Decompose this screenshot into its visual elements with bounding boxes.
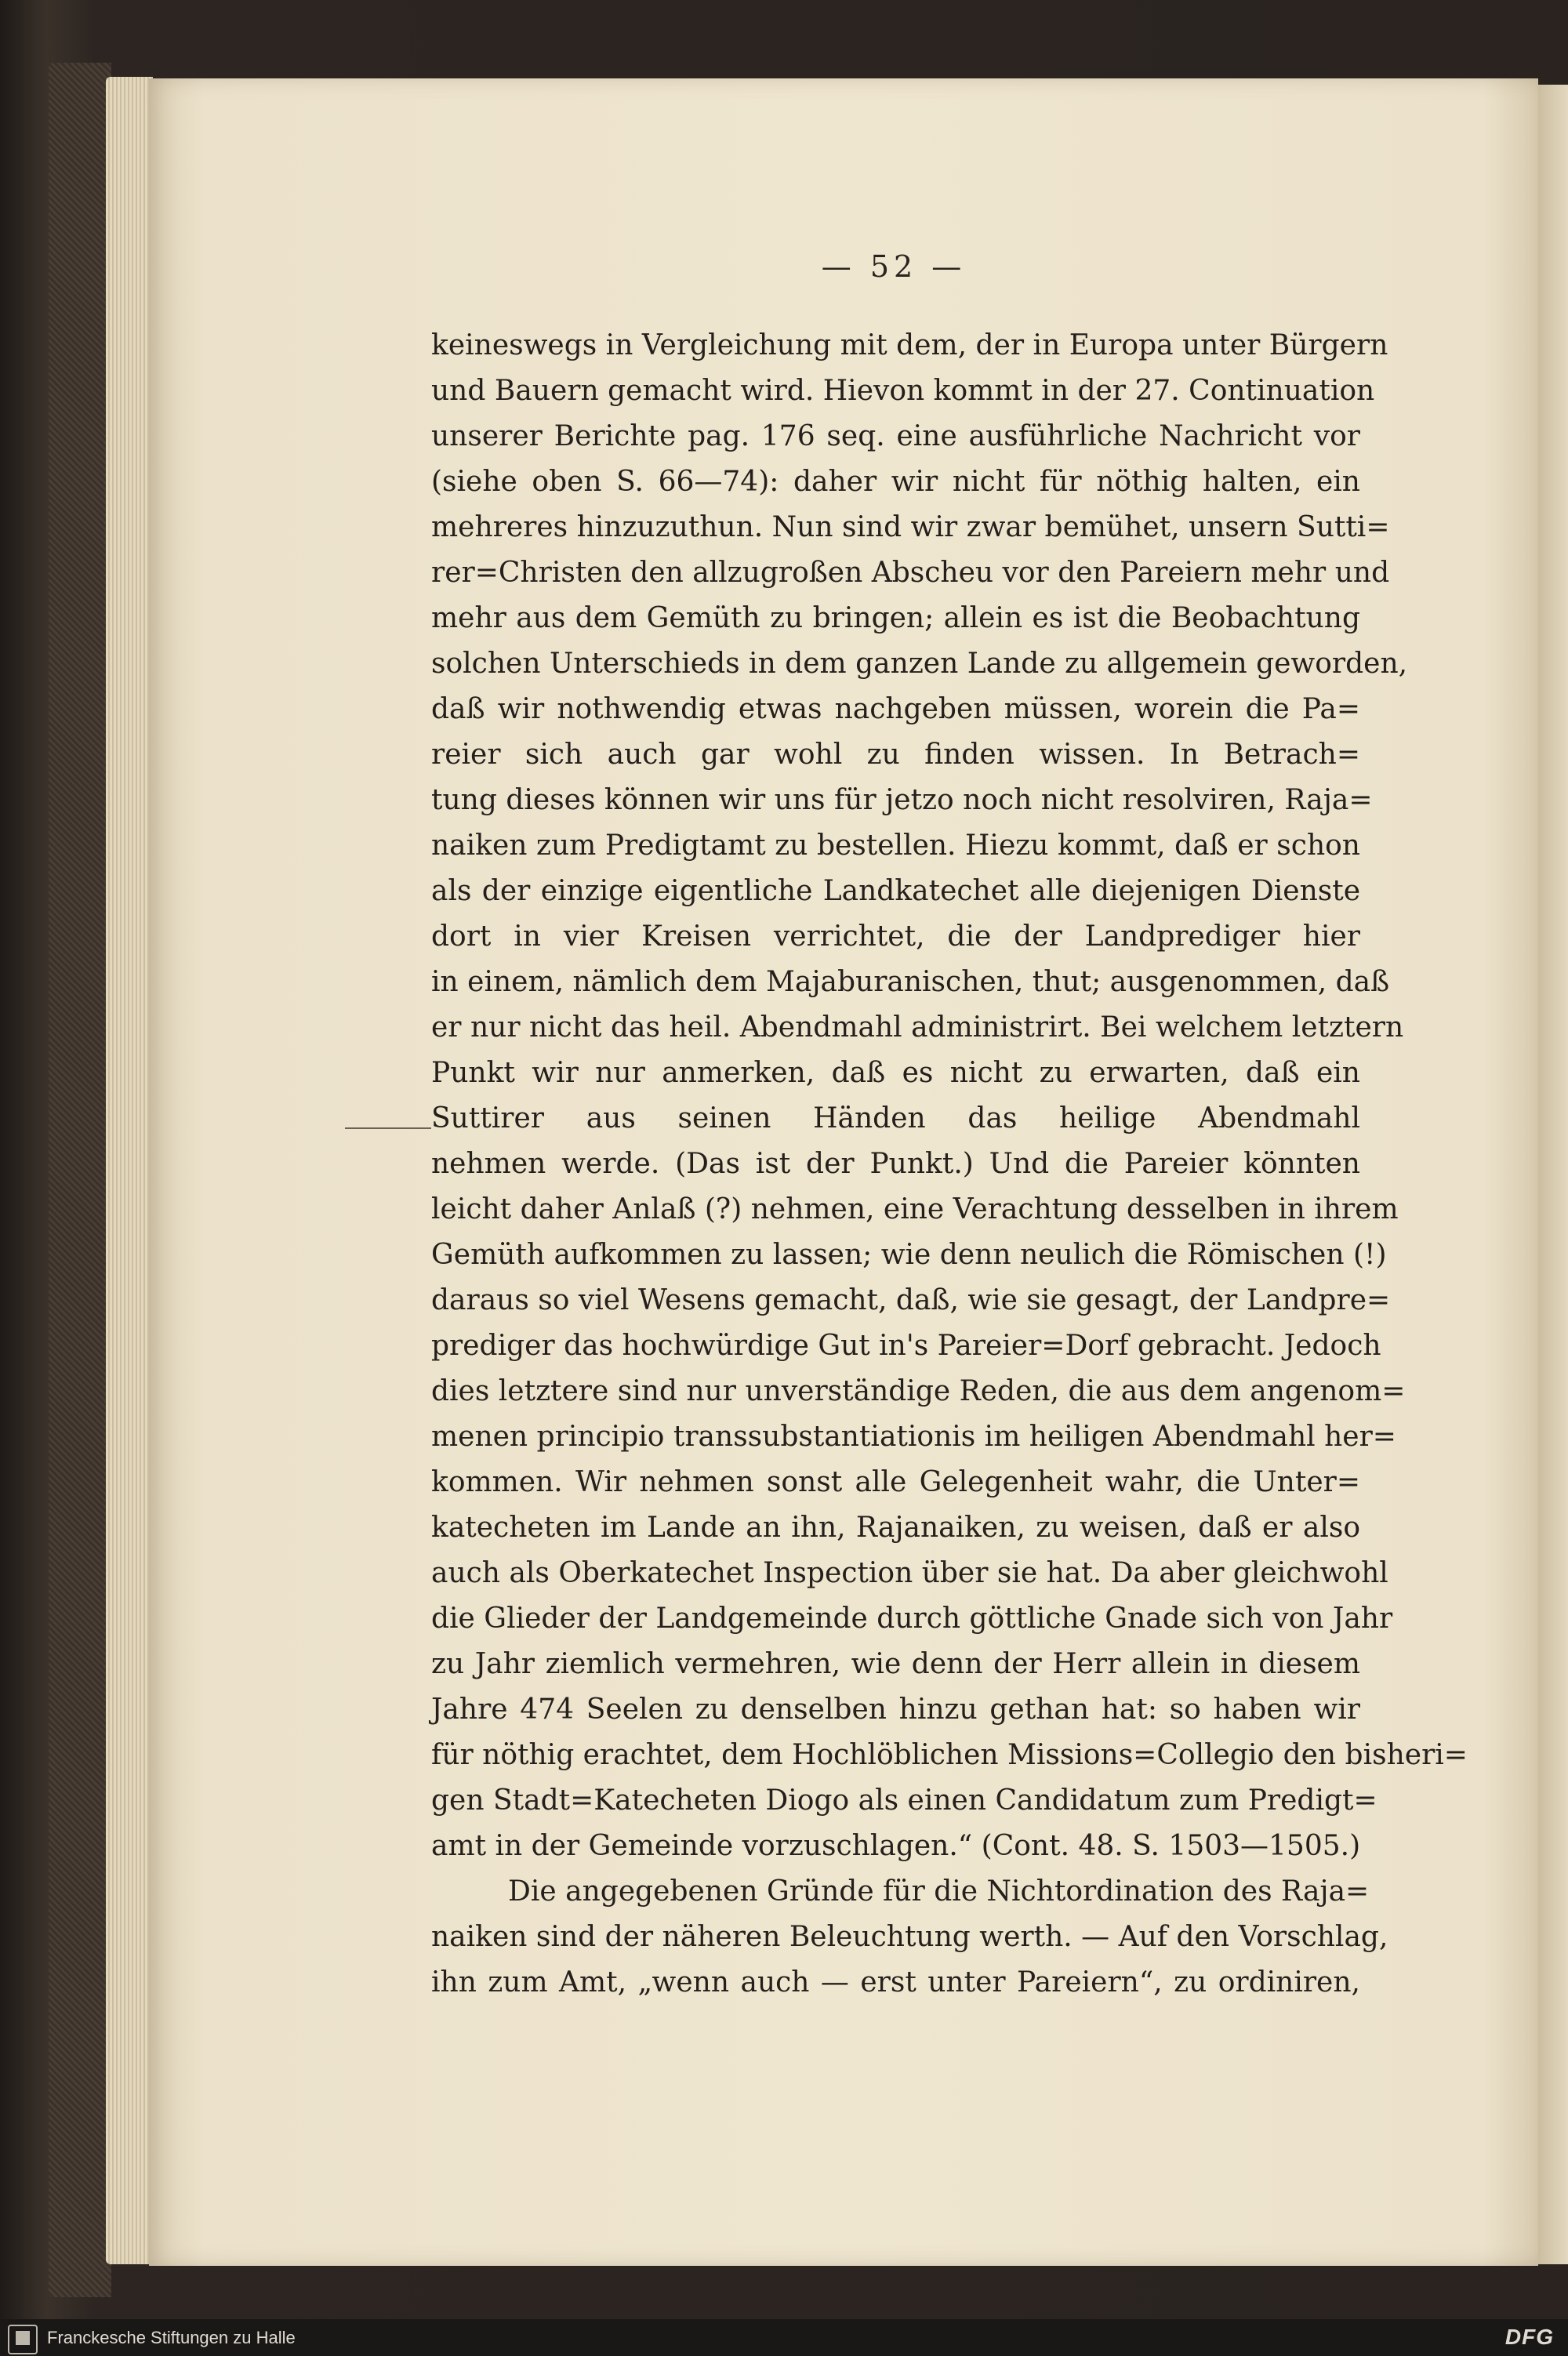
- text-line: (siehe oben S. 66—74): daher wir nicht für nöthig halten, ein: [431, 466, 1360, 498]
- text-line: solchen Unterschieds in dem ganzen Lande zu allgemein geworden,: [431, 648, 1408, 680]
- book-cover-edge: [49, 63, 111, 2297]
- page-number: — 52 —: [821, 249, 967, 284]
- text-line: katecheten im Lande an ihn, Rajanaiken, zu weisen, daß er also: [431, 1512, 1360, 1544]
- text-line: unserer Berichte pag. 176 seq. eine ausführliche Nachricht vor: [431, 420, 1360, 452]
- text-line: dies letztere sind nur unverständige Reden, die aus dem angenom=: [431, 1375, 1406, 1407]
- text-line: auch als Oberkatechet Inspection über sie hat. Da aber gleichwohl: [431, 1557, 1388, 1589]
- text-line: naiken zum Predigtamt zu bestellen. Hiezu kommt, daß er schon: [431, 830, 1360, 862]
- text-line: ihn zum Amt, „wenn auch — erst unter Pareiern“, zu ordiniren,: [431, 1966, 1360, 1998]
- text-line: daraus so viel Wesens gemacht, daß, wie sie gesagt, der Landpre=: [431, 1284, 1391, 1316]
- text-line: nehmen werde. (Das ist der Punkt.) Und die Pareier könnten: [431, 1148, 1360, 1180]
- text-line: als der einzige eigentliche Landkatechet alle diejenigen Dienste: [431, 875, 1360, 907]
- text-line: kommen. Wir nehmen sonst alle Gelegenheit wahr, die Unter=: [431, 1466, 1360, 1498]
- margin-pencil-mark: [345, 1127, 431, 1129]
- text-line: Die angegebenen Gründe für die Nichtordination des Raja=: [508, 1875, 1370, 1908]
- text-line: dort in vier Kreisen verrichtet, die der Landprediger hier: [431, 920, 1360, 953]
- text-line: und Bauern gemacht wird. Hievon kommt in der 27. Continuation: [431, 375, 1375, 407]
- text-line: prediger das hochwürdige Gut in's Pareier=Dorf gebracht. Jedoch: [431, 1330, 1381, 1362]
- dfg-logo: DFG: [1504, 2325, 1554, 2349]
- text-line: in einem, nämlich dem Majaburanischen, thut; ausgenommen, daß: [431, 966, 1390, 998]
- text-line: für nöthig erachtet, dem Hochlöblichen Missions=Collegio den bisheri=: [431, 1739, 1468, 1771]
- text-line: Gemüth aufkommen zu lassen; wie denn neulich die Römischen (!): [431, 1239, 1387, 1271]
- facing-page-strip: [1538, 85, 1568, 2264]
- footer-credit: Franckesche Stiftungen zu Halle: [47, 2328, 296, 2347]
- text-line: Jahre 474 Seelen zu denselben hinzu gethan hat: so haben wir: [431, 1693, 1360, 1726]
- text-line: Punkt wir nur anmerken, daß es nicht zu erwarten, daß ein: [431, 1057, 1360, 1089]
- text-line: amt in der Gemeinde vorzuschlagen.“ (Cont. 48. S. 1503—1505.): [431, 1830, 1361, 1862]
- text-line: daß wir nothwendig etwas nachgeben müssen, worein die Pa=: [431, 693, 1360, 725]
- institution-logo-icon: [8, 2325, 38, 2354]
- text-line: er nur nicht das heil. Abendmahl administrirt. Bei welchem letztern: [431, 1011, 1404, 1044]
- text-line: mehreres hinzuzuthun. Nun sind wir zwar bemühet, unsern Sutti=: [431, 511, 1390, 543]
- viewer-footer: [0, 2319, 1568, 2356]
- text-line: menen principio transsubstantiationis im heiligen Abendmahl her=: [431, 1421, 1396, 1453]
- text-line: mehr aus dem Gemüth zu bringen; allein es ist die Beobachtung: [431, 602, 1360, 634]
- page-text: [431, 323, 1468, 2006]
- text-line: tung dieses können wir uns für jetzo noch nicht resolviren, Raja=: [431, 784, 1373, 816]
- text-line: Suttirer aus seinen Händen das heilige Abendmahl: [431, 1102, 1360, 1134]
- text-line: leicht daher Anlaß (?) nehmen, eine Verachtung desselben in ihrem: [431, 1193, 1399, 1225]
- text-line: die Glieder der Landgemeinde durch göttliche Gnade sich von Jahr: [431, 1603, 1393, 1635]
- text-line: naiken sind der näheren Beleuchtung werth. — Auf den Vorschlag,: [431, 1921, 1388, 1953]
- text-line: keineswegs in Vergleichung mit dem, der in Europa unter Bürgern: [431, 329, 1388, 361]
- page-edges: [106, 77, 153, 2264]
- text-line: zu Jahr ziemlich vermehren, wie denn der Herr allein in diesem: [431, 1648, 1360, 1680]
- text-line: gen Stadt=Katecheten Diogo als einen Candidatum zum Predigt=: [431, 1784, 1377, 1817]
- text-line: rer=Christen den allzugroßen Abscheu vor den Pareiern mehr und: [431, 557, 1390, 589]
- text-line: reier sich auch gar wohl zu finden wissen. In Betrach=: [431, 739, 1360, 771]
